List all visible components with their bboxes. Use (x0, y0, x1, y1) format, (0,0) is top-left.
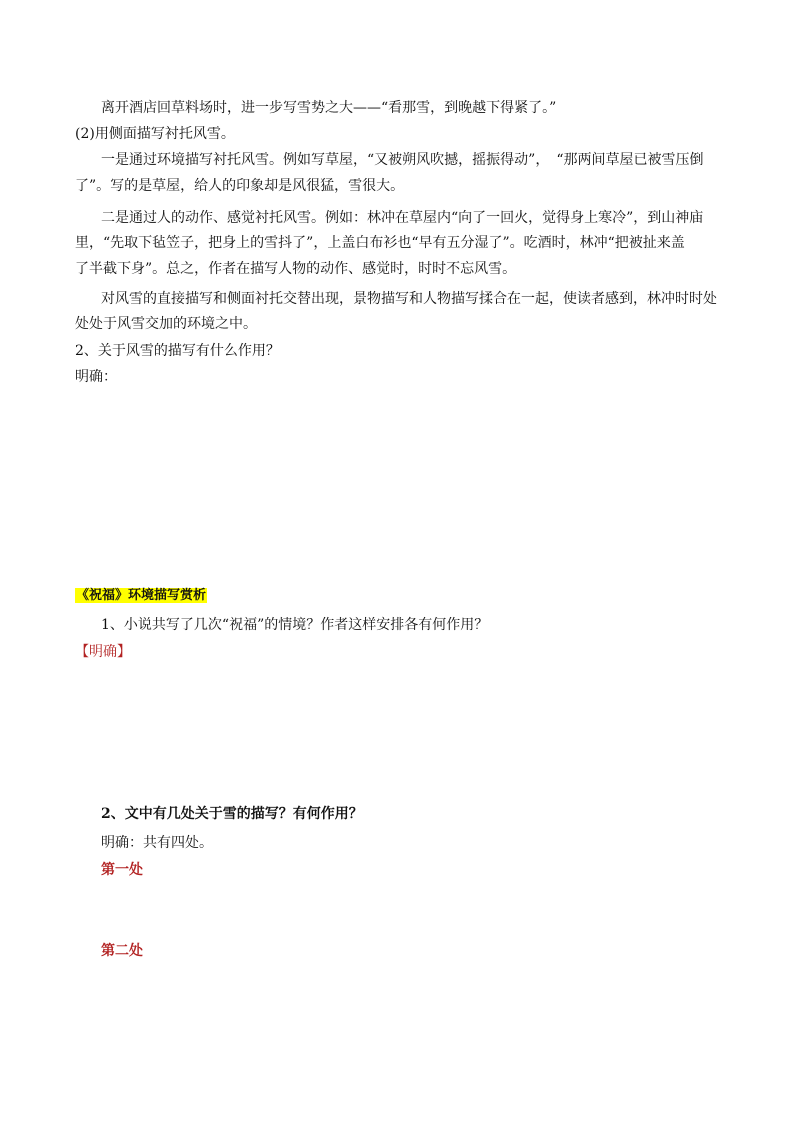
section-heading-zhufu (75, 584, 725, 607)
answer-four-places: 明确：共有四处。 (101, 835, 213, 851)
paragraph-action-line-1: 二是通过人的动作、感觉衬托风雪。例如：林冲在草屋内“向了一回火，觉得身上寒冷”，到山神庙 (101, 210, 704, 226)
paragraph-snow-intensity: 离开酒店回草料场时，进一步写雪势之大——“看那雪，到晚越下得紧了。” (101, 100, 557, 116)
paragraph-action-line-2: 里，“先取下毡笠子，把身上的雪抖了”，上盖白布衫也“早有五分湿了”。吃酒时，林冲“把被扯来盖 (75, 235, 685, 251)
question-snow-function: 2、关于风雪的描写有什么作用？ (75, 343, 280, 359)
question-snow-descriptions: 2、文中有几处关于雪的描写？有何作用？ (101, 806, 363, 822)
subheading-side-description: (2)用侧面描写衬托风雪。 (75, 126, 235, 142)
highlighted-heading-text: 《祝福》环境描写赏析 (76, 588, 207, 603)
question-zhufu-scenes: 1、小说共写了几次“祝福”的情境？作者这样安排各有何作用？ (101, 617, 489, 633)
paragraph-environment-line-2: 了”。写的是草屋，给人的印象却是风很猛，雪很大。 (75, 178, 405, 194)
label-first-place: 第一处 (101, 862, 143, 878)
paragraph-summary-line-1: 对风雪的直接描写和侧面衬托交替出现，景物描写和人物描写揉合在一起，使读者感到，林冲时时处 (101, 291, 717, 307)
paragraph-environment-line-1: 一是通过环境描写衬托风雪。例如写草屋，“又被朔风吹撼，摇振得动”， “那两间草屋已被雪压倒 (101, 152, 704, 168)
answer-label: 明确： (75, 369, 117, 385)
label-second-place: 第二处 (101, 943, 143, 959)
answer-label-bracketed: 【明确】 (75, 644, 131, 660)
paragraph-action-line-3: 了半截下身”。总之，作者在描写人物的动作、感觉时，时时不忘风雪。 (75, 261, 517, 277)
paragraph-summary-line-2: 处处于风雪交加的环境之中。 (75, 316, 257, 332)
